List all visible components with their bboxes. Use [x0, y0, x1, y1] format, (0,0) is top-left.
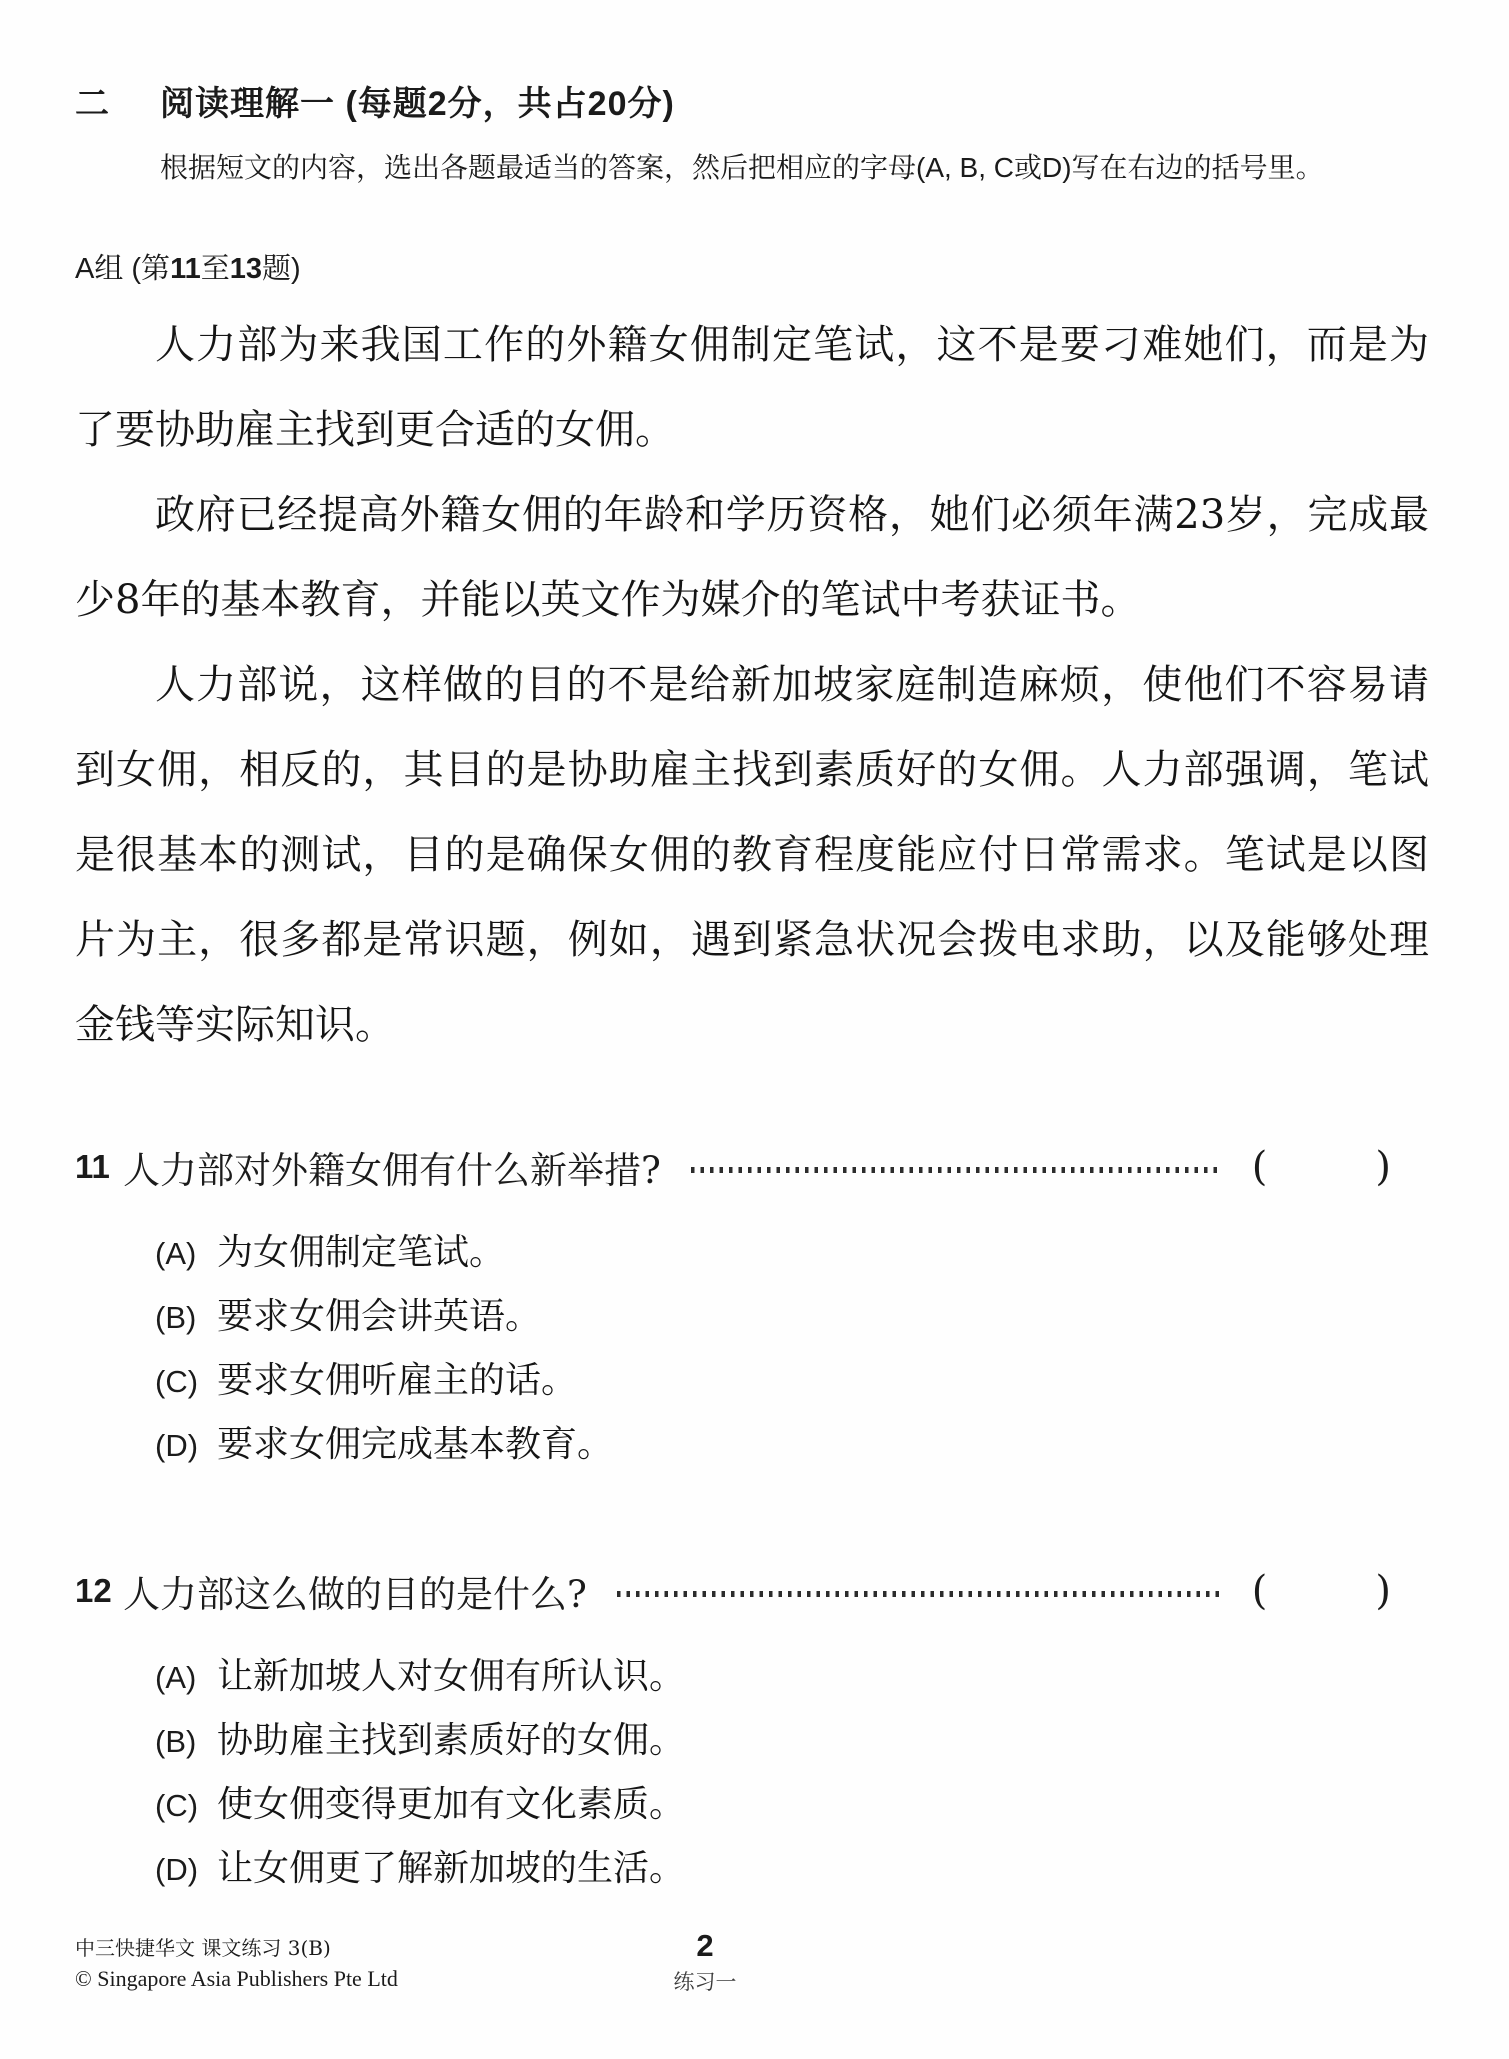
- section-header: [75, 76, 1429, 125]
- question-12: [75, 1564, 1429, 1904]
- group-label-prefix: A组 (第: [75, 253, 171, 286]
- option-row: [155, 1840, 1429, 1904]
- question-11-row: [75, 1140, 1429, 1194]
- footer-book-title: 中三快捷华文 课文练习 3(B): [75, 1936, 331, 1960]
- group-label-mid: 至: [200, 253, 230, 286]
- footer-exercise-label: 练习一: [673, 1970, 737, 1994]
- option-row: [155, 1776, 1429, 1840]
- option-label: (A): [155, 1660, 197, 1696]
- question-text: 人力部这么做的目的是什么?: [123, 1573, 587, 1617]
- question-12-row: [75, 1564, 1429, 1618]
- close-bracket: ): [1375, 1144, 1391, 1191]
- section-number: 二: [75, 85, 110, 123]
- open-bracket: (: [1251, 1144, 1268, 1191]
- option-label: (C): [155, 1788, 199, 1824]
- option-label: (C): [155, 1364, 199, 1400]
- question-11-options: [155, 1224, 1429, 1480]
- close-bracket: ): [1375, 1568, 1391, 1615]
- option-text: 要求女佣完成基本教育。: [217, 1424, 614, 1466]
- group-label-suffix: 题): [262, 253, 301, 286]
- question-number: 12: [75, 1572, 112, 1610]
- option-text: 协助雇主找到素质好的女佣。: [217, 1720, 686, 1762]
- option-text: 使女佣变得更加有文化素质。: [217, 1784, 686, 1826]
- option-text: 要求女佣会讲英语。: [217, 1296, 542, 1338]
- option-row: [155, 1352, 1429, 1416]
- passage-paragraph-3: 人力部说，这样做的目的不是给新加坡家庭制造麻烦，使他们不容易请到女佣，相反的，其目的是协助雇主找到素质好的女佣。人力部强调，笔试是很基本的测试，目的是确保女佣的教育程度能应付日常需求。笔试是以图片为主，很多都是常识题，例如，遇到紧急状况会拨电求助，以及能够处理金钱等实际知识。: [75, 662, 1429, 1049]
- option-label: (B): [155, 1724, 197, 1760]
- page-number: 2: [696, 1928, 714, 1963]
- question-number: 11: [75, 1148, 110, 1186]
- option-label: (D): [155, 1428, 199, 1464]
- option-text: 让新加坡人对女佣有所认识。: [217, 1656, 686, 1698]
- option-label: (A): [155, 1236, 197, 1272]
- open-bracket: (: [1251, 1568, 1268, 1615]
- footer-center: [625, 1928, 785, 1996]
- footer-left: [75, 1934, 398, 1995]
- group-end-number: 13: [229, 253, 263, 286]
- section-title: 阅读理解一 (每题2分，共占20分): [160, 85, 675, 123]
- passage-paragraph-1: 人力部为来我国工作的外籍女佣制定笔试，这不是要刁难她们，而是为了要协助雇主找到更合适的女佣。: [75, 322, 1429, 454]
- passage-paragraph-2: 政府已经提高外籍女佣的年龄和学历资格，她们必须年满23岁，完成最少8年的基本教育，并能以英文作为媒介的笔试中考获证书。: [75, 492, 1429, 624]
- question-12-options: [155, 1648, 1429, 1904]
- option-text: 让女佣更了解新加坡的生活。: [217, 1848, 686, 1890]
- option-row: [155, 1712, 1429, 1776]
- option-label: (B): [155, 1300, 197, 1336]
- option-text: 为女佣制定笔试。: [217, 1232, 506, 1274]
- section-instructions: 根据短文的内容，选出各题最适当的答案，然后把相应的字母(A, B, C或D)写在右边的括号里。: [160, 152, 1324, 183]
- option-row: [155, 1648, 1429, 1712]
- option-row: [155, 1224, 1429, 1288]
- footer-copyright: © Singapore Asia Publishers Pte Ltd: [75, 1966, 398, 1991]
- question-11: [75, 1140, 1429, 1480]
- reading-passage: [75, 303, 1429, 1068]
- dotted-leader: [617, 1591, 1222, 1597]
- answer-brackets: [1252, 1144, 1391, 1190]
- group-start-number: 11: [170, 253, 201, 286]
- option-row: [155, 1416, 1429, 1480]
- question-text: 人力部对外籍女佣有什么新举措?: [123, 1149, 661, 1193]
- option-text: 要求女佣听雇主的话。: [217, 1360, 578, 1402]
- option-row: [155, 1288, 1429, 1352]
- answer-brackets: [1252, 1568, 1391, 1614]
- group-label: [75, 246, 1429, 287]
- option-label: (D): [155, 1852, 199, 1888]
- dotted-leader: [691, 1167, 1222, 1173]
